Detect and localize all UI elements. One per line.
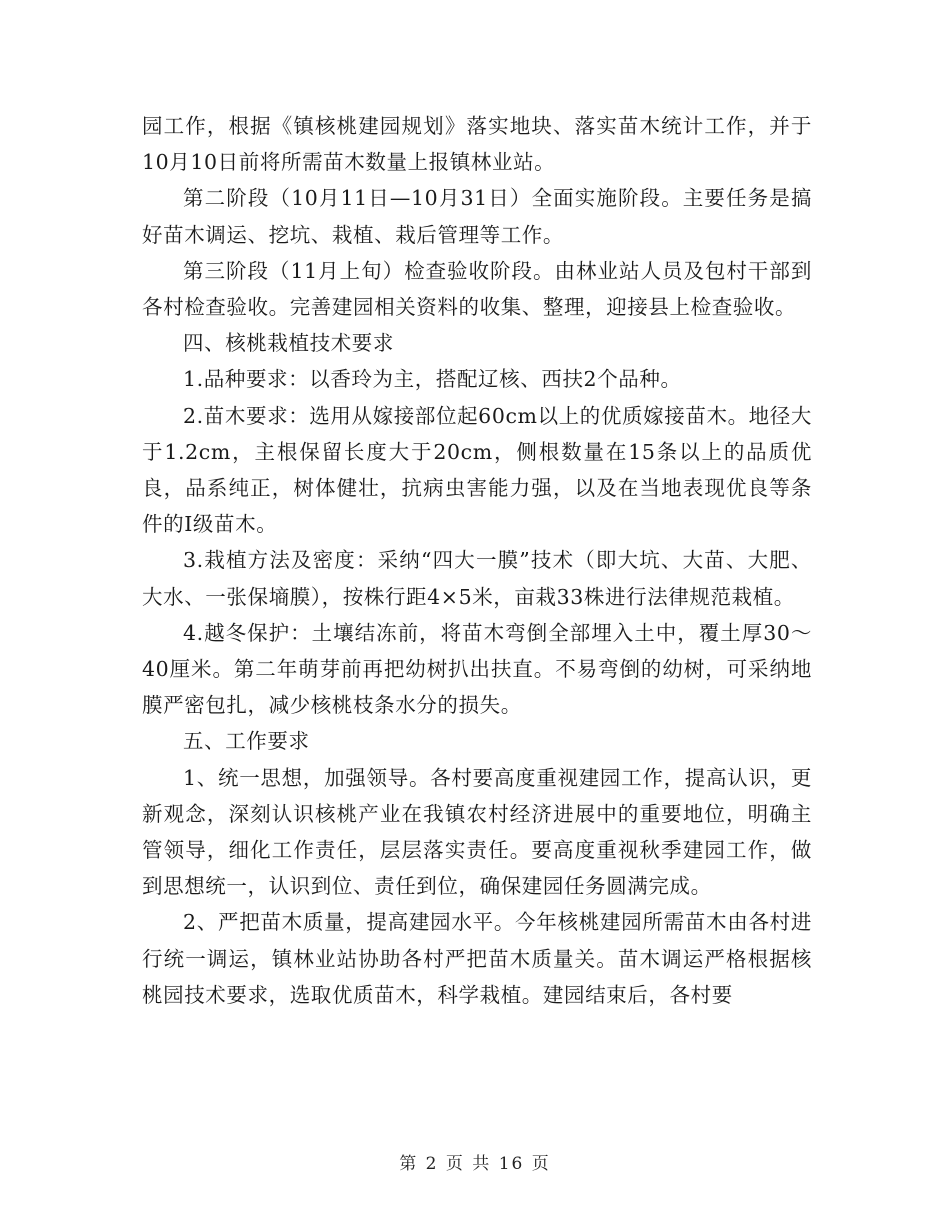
section-heading-planting-tech: 四、核桃栽植技术要求 [183,331,394,356]
paragraph-planting-method: 3.栽植方法及密度：采纳“四大一膜”技术（即大坑、大苗、大肥、大水、一张保墒膜），按株行距4×5米，亩栽33株进行法律规范栽植。 [142,548,812,609]
paragraph-winter-protection: 4.越冬保护：土壤结冻前，将苗木弯倒全部埋入土中，覆土厚30～40厘米。第二年萌芽前再把幼树扒出扶直。不易弯倒的幼树，可采纳地膜严密包扎，减少核桃枝条水分的损失。 [142,620,812,718]
paragraph-unify-thinking: 1、统一思想，加强领导。各村要高度重视建园工作，提高认识，更新观念，深刻认识核桃产业在我镇农村经济进展中的重要地位，明确主管领导，细化工作责任，层层落实责任。要高度重视秋季建园工作，做到思想统一，认识到位、责任到位，确保建园任务圆满完成。 [142,765,812,899]
paragraph-seedling-quality: 2、严把苗木质量，提高建园水平。今年核桃建园所需苗木由各村进行统一调运，镇林业站协助各村严把苗木质量关。苗木调运严格根据核桃园技术要求，选取优质苗木，科学栽植。建园结束后，各村要 [142,910,812,1007]
page-number-footer: 第 2 页 共 16 页 [399,1154,551,1174]
paragraph-continuation: 园工作，根据《镇核桃建园规划》落实地块、落实苗木统计工作，并于10月10日前将所需苗木数量上报镇林业站。 [142,114,812,175]
paragraph-seedling: 2.苗木要求：选用从嫁接部位起60cm以上的优质嫁接苗木。地径大于1.2cm，主根保留长度大于20cm，侧根数量在15条以上的品质优良，品系纯正，树体健壮，抗病虫害能力强，以及在当地表现优良等条件的Ⅰ级苗木。 [142,403,812,537]
section-heading-work-requirements: 五、工作要求 [183,729,310,754]
paragraph-stage-two: 第二阶段（10月11日—10月31日）全面实施阶段。主要任务是搞好苗木调运、挖坑、栽植、栽后管理等工作。 [142,186,812,247]
document-body [142,108,812,1013]
paragraph-stage-three: 第三阶段（11月上旬）检查验收阶段。由林业站人员及包村干部到各村检查验收。完善建园相关资料的收集、整理，迎接县上检查验收。 [142,258,812,320]
paragraph-variety: 1.品种要求：以香玲为主，搭配辽核、西扶2个品种。 [183,367,682,392]
